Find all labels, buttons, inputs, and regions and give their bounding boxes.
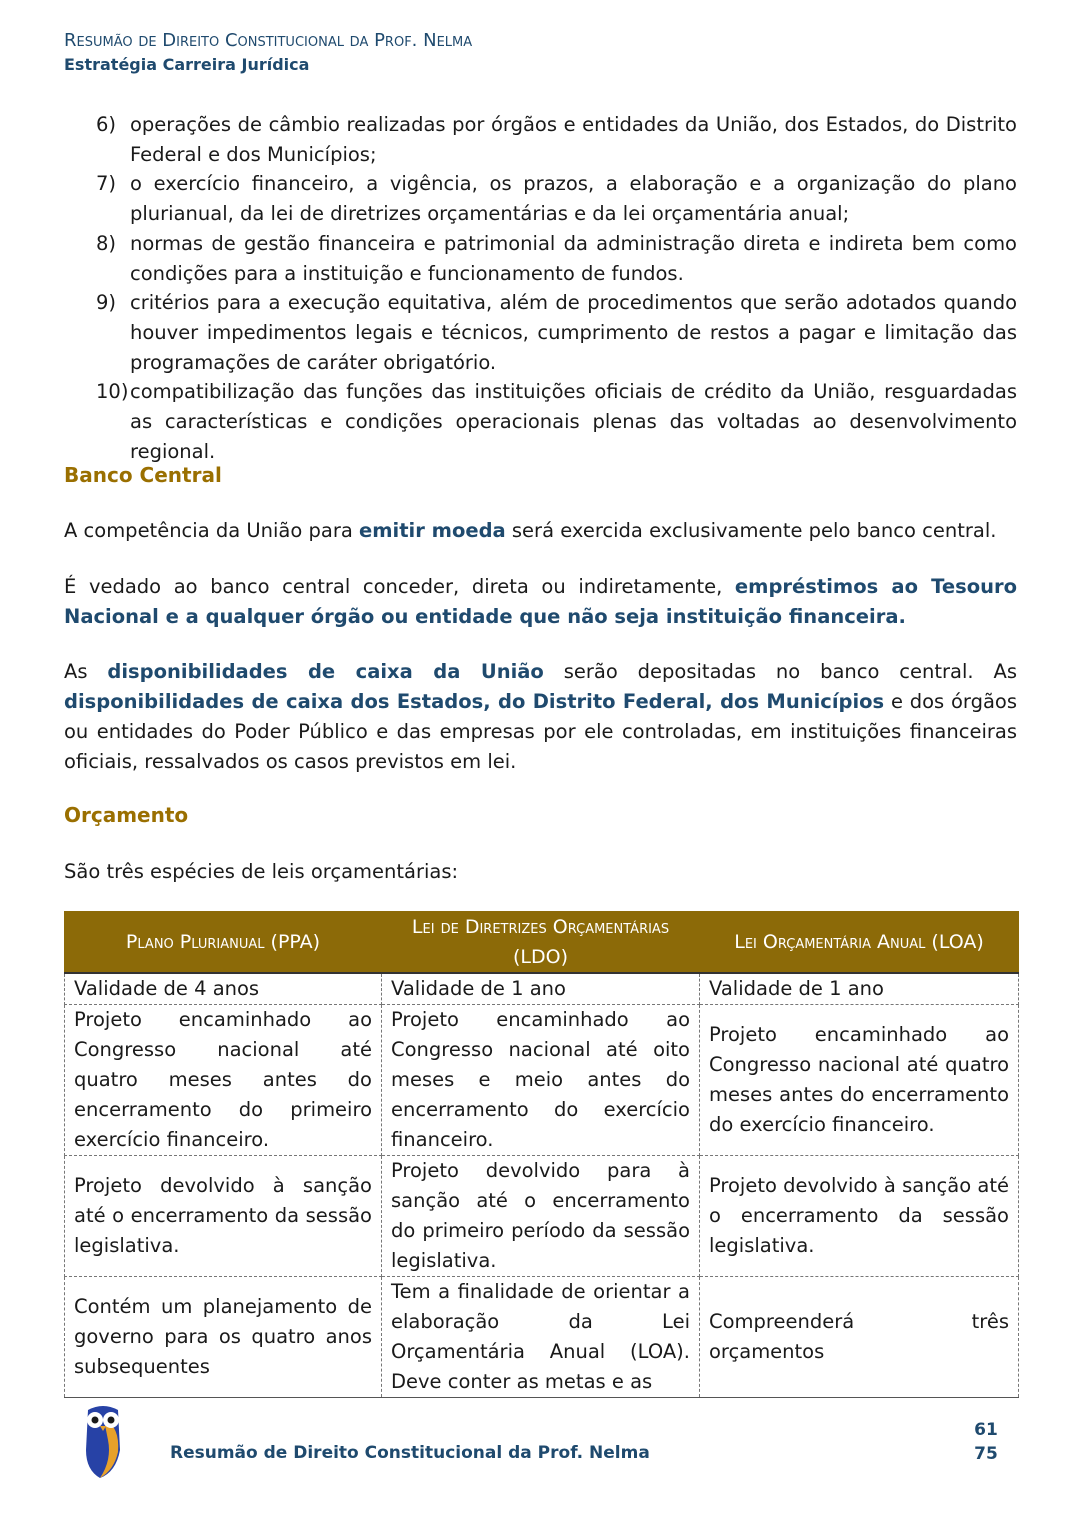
- table-row: [65, 1005, 1019, 1156]
- total-pages: 75: [974, 1444, 998, 1464]
- paragraph-emprestimos: [64, 572, 1017, 632]
- table-header-row: [65, 912, 1019, 974]
- current-page: 61: [974, 1420, 998, 1440]
- table-cell: Validade de 1 ano: [700, 973, 1019, 1005]
- header-title: Resumão de Direito Constitucional da Prof. Nelma: [64, 30, 473, 51]
- orcamento-intro: São três espécies de leis orçamentárias:: [64, 860, 459, 883]
- page-header: [64, 28, 472, 76]
- highlight-text: emitir moeda: [359, 519, 506, 542]
- table-cell: Projeto encaminhado ao Congresso nacional até quatro meses antes do encerramento do primeiro exercício financeiro.: [65, 1005, 382, 1156]
- table-cell: Projeto encaminhado ao Congresso nacional até quatro meses antes do encerramento do exercício financeiro.: [700, 1005, 1019, 1156]
- list-text: o exercício financeiro, a vigência, os prazos, a elaboração e a organização do plano plurianual, da lei de diretrizes orçamentárias e da lei orçamentária anual;: [130, 172, 1017, 226]
- list-number: 10): [96, 380, 129, 404]
- text-span: e dos órgãos ou entidades do Poder Público e das empresas por ele controladas, em instituições financeiras oficiais, ressalvados os casos previstos em lei.: [64, 690, 1017, 773]
- table-cell: Projeto devolvido à sanção até o encerramento da sessão legislativa.: [700, 1156, 1019, 1277]
- list-item: [64, 229, 1017, 288]
- list-text: operações de câmbio realizadas por órgãos e entidades da União, dos Estados, do Distrito Federal e dos Municípios;: [130, 113, 1017, 166]
- list-number: 7): [96, 172, 117, 196]
- text-span: A competência da União para: [64, 519, 359, 542]
- table-row: [65, 1277, 1019, 1398]
- column-header-ldo: Lei de Diretrizes Orçamentárias (LDO): [382, 912, 700, 974]
- table-cell: Tem a finalidade de orientar a elaboração da Lei Orçamentária Anual (LOA). Deve conter as metas e as: [382, 1277, 700, 1398]
- table-cell: Compreenderá três orçamentos: [700, 1277, 1019, 1398]
- paragraph-disponibilidades: [64, 657, 1017, 777]
- section-title-banco-central: Banco Central: [64, 463, 222, 487]
- table-row: [65, 973, 1019, 1005]
- numbered-list: [64, 110, 1017, 466]
- owl-logo-icon: [80, 1400, 126, 1484]
- text-span: É vedado ao banco central conceder, direta ou indiretamente,: [64, 575, 735, 598]
- footer-text: Resumão de Direito Constitucional da Prof. Nelma: [170, 1443, 650, 1463]
- table-cell: Projeto devolvido para à sanção até o encerramento do primeiro período da sessão legislativa.: [382, 1156, 700, 1277]
- text-span: será exercida exclusivamente pelo banco central.: [505, 519, 997, 542]
- paragraph-emitir-moeda: [64, 516, 1017, 546]
- list-item: [64, 288, 1017, 377]
- column-header-loa: Lei Orçamentária Anual (LOA): [700, 912, 1019, 974]
- list-text: normas de gestão financeira e patrimonial da administração direta e indireta bem como condições para a instituição e funcionamento de fundos.: [130, 231, 1017, 285]
- highlight-text: disponibilidades de caixa da União: [107, 660, 544, 683]
- list-number: 6): [96, 113, 117, 136]
- text-span: serão depositadas no banco central. As: [543, 660, 1018, 683]
- page-number: [964, 1418, 1008, 1466]
- list-item: [64, 169, 1017, 228]
- highlight-text: disponibilidades de caixa dos Estados, do Distrito Federal, dos Municípios: [64, 690, 885, 713]
- list-number: 9): [96, 291, 117, 315]
- section-title-orcamento: Orçamento: [64, 803, 189, 827]
- list-item: [64, 110, 1017, 169]
- budget-laws-table: [64, 911, 1019, 1398]
- table-cell: Contém um planejamento de governo para os quatro anos subsequentes: [65, 1277, 382, 1398]
- table-cell: Validade de 4 anos: [65, 973, 382, 1005]
- table-cell: Validade de 1 ano: [382, 973, 700, 1005]
- table-row: [65, 1156, 1019, 1277]
- text-span: As: [64, 660, 108, 683]
- list-text: critérios para a execução equitativa, além de procedimentos que serão adotados quando houver impedimentos legais e técnicos, cumprimento de restos a pagar e limitação das programações de caráter obrigatório.: [130, 291, 1017, 374]
- column-header-ppa: Plano Plurianual (PPA): [65, 912, 382, 974]
- header-subtitle: Estratégia Carreira Jurídica: [64, 55, 310, 74]
- table-cell: Projeto encaminhado ao Congresso nacional até oito meses e meio antes do encerramento do exercício financeiro.: [382, 1005, 700, 1156]
- list-item: [64, 377, 1017, 466]
- highlight-text: empréstimos ao Tesouro Nacional e a qualquer órgão ou entidade que não seja instituição financeira.: [64, 575, 1018, 628]
- table-cell: Projeto devolvido à sanção até o encerramento da sessão legislativa.: [65, 1156, 382, 1277]
- list-number: 8): [96, 231, 117, 255]
- list-text: compatibilização das funções das instituições oficiais de crédito da União, resguardadas as características e condições operacionais plenas das voltadas ao desenvolvimento regional.: [130, 380, 1017, 463]
